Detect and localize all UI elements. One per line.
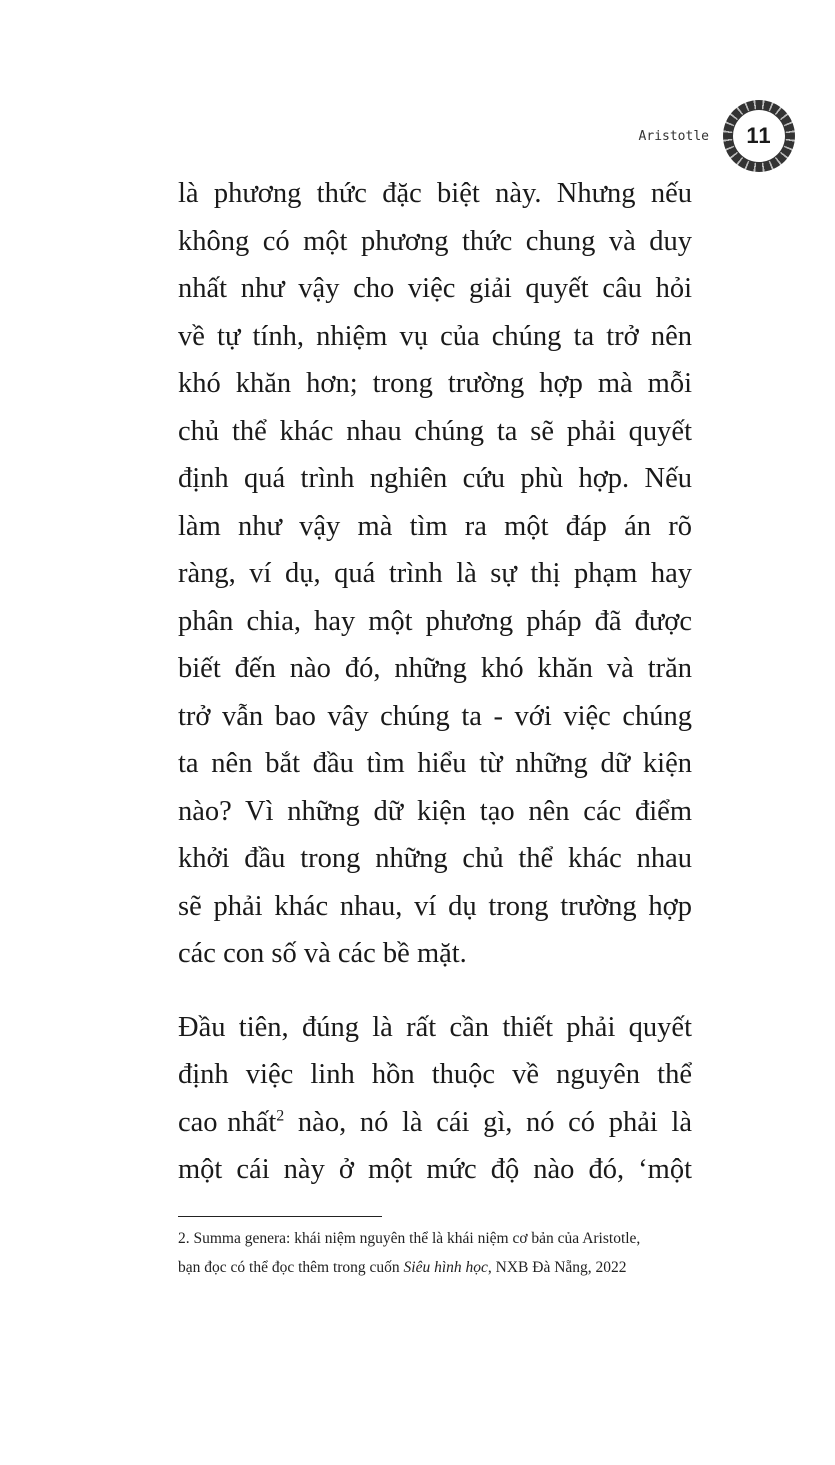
footnote-divider: [178, 1216, 382, 1217]
text-segment: cao nhất: [178, 1106, 277, 1138]
footnote: [178, 1224, 698, 1282]
page-number-ornament: [723, 100, 795, 172]
text-line: là phương thức đặc biệt này. Nhưng nếu: [178, 178, 692, 209]
text-line: các con số và các bề mặt.: [178, 938, 467, 969]
page-number: 11: [746, 123, 772, 148]
text-line: làm như vậy mà tìm ra một đáp án rõ: [178, 510, 692, 542]
text-line: định quá trình nghiên cứu phù hợp. Nếu: [178, 463, 692, 494]
footnote-line: 2. Summa genera: khái niệm nguyên thể là khái niệm cơ bản của Aristotle,: [178, 1230, 641, 1247]
text-line: khó khăn hơn; trong trường hợp mà mỗi: [178, 368, 692, 399]
footnote-ref[interactable]: 2: [276, 1107, 285, 1124]
paragraph-1: [178, 170, 692, 978]
text-line: phân chia, hay một phương pháp đã được: [178, 605, 692, 637]
text-line: một cái này ở một mức độ nào đó, ‘một: [178, 1154, 692, 1185]
text-line: về tự tính, nhiệm vụ của chúng ta trở nên: [178, 320, 692, 352]
text-line: Đầu tiên, đúng là rất cần thiết phải quyết: [178, 1011, 692, 1043]
text-line: ta nên bắt đầu tìm hiểu từ những dữ kiện: [178, 748, 692, 779]
text-segment: nào, nó là cái gì, nó có phải là: [284, 1106, 692, 1138]
text-line: biết đến nào đó, những khó khăn và trăn: [178, 653, 692, 684]
text-line: định việc linh hồn thuộc về nguyên thể: [178, 1059, 692, 1090]
text-line: chủ thể khác nhau chúng ta sẽ phải quyết: [178, 415, 692, 447]
text-line: khởi đầu trong những chủ thể khác nhau: [178, 843, 692, 874]
footnote-text: bạn đọc có thể đọc thêm trong cuốn: [178, 1259, 404, 1276]
text-line: trở vẫn bao vây chúng ta - với việc chúng: [178, 700, 692, 732]
text-line: không có một phương thức chung và duy: [178, 225, 692, 257]
text-line: nào? Vì những dữ kiện tạo nên các điểm: [178, 795, 692, 827]
text-line: [178, 1099, 692, 1147]
book-title: Siêu hình học: [403, 1259, 488, 1276]
footnote-text: , NXB Đà Nẵng, 2022: [487, 1259, 627, 1276]
body-text: [178, 170, 692, 1194]
paragraph-2: [178, 1004, 692, 1194]
running-title: Aristotle: [638, 128, 709, 144]
text-line: ràng, ví dụ, quá trình là sự thị phạm hay: [178, 558, 692, 589]
text-line: nhất như vậy cho việc giải quyết câu hỏi: [178, 273, 692, 304]
page-header: [639, 100, 795, 172]
footnote-line: [178, 1253, 698, 1282]
text-line: sẽ phải khác nhau, ví dụ trong trường hợp: [178, 890, 692, 922]
